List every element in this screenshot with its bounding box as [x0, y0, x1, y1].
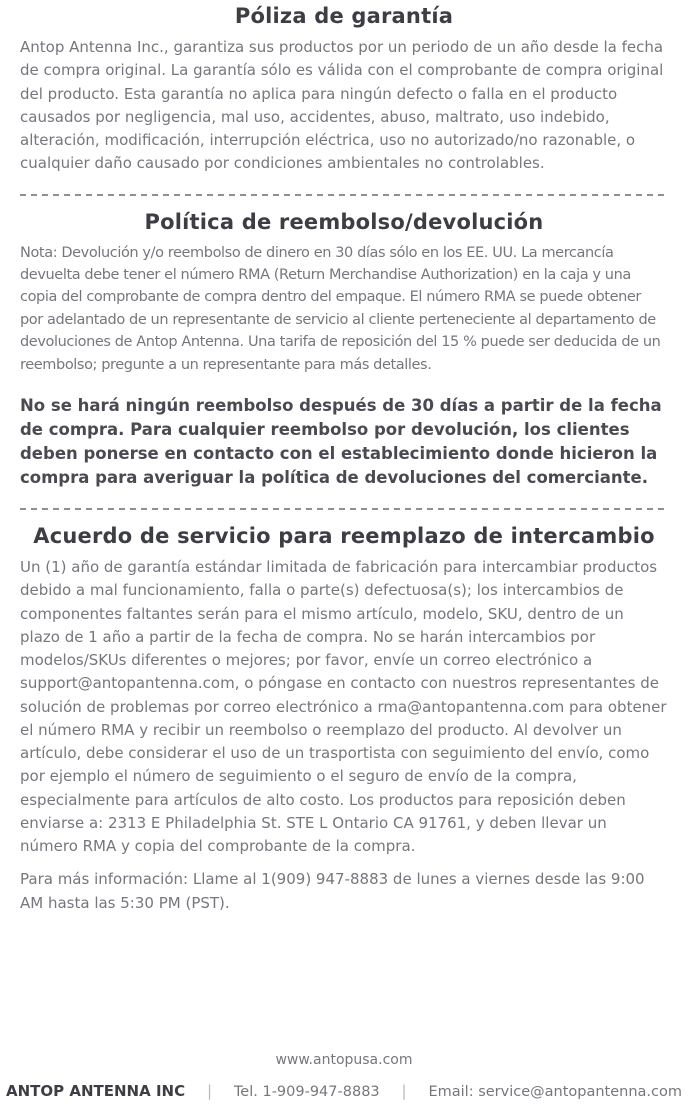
- exchange-section-title: Acuerdo de servicio para reemplazo de intercambio: [33, 524, 655, 548]
- exchange-paragraph: Un (1) año de garantía estándar limitada de fabricación para intercambiar productos debido a mal funcionamiento, falla o parte(s) defectuosa(s); los intercambios de componentes faltantes serán para el mismo artículo, modelo, SKU, dentro de un plazo de 1 año a partir de la fecha de compra. No se harán intercambios por modelos/SKUs diferentes o mejores; por favor, envíe un correo electrónico a support@antopantenna.com, o póngase en contacto con nuestros representantes de solución de problemas por correo electrónico a rma@antopantenna.com para obtener el número RMA y recibir un reembolso o reemplazo del producto. Al devolver un artículo, debe considerar el uso de un trasportista con seguimiento del envío, como por ejemplo el número de seguimiento o el seguro de envío de la compra, especialmente para artículos de alto costo. Los productos para reposición deben enviarse a: 2313 E Philadelphia St. STE L Ontario CA 91761, y deben llevar un número RMA y copia del comprobante de la compra.: [20, 558, 667, 855]
- refund-section-title: Política de reembolso/devolución: [144, 209, 544, 234]
- refund-bold-notice: No se hará ningún reembolso después de 30 días a partir de la fecha de compra. Para cualquier reembolso por devolución, los clientes deben ponerse en contacto con el establecimiento donde hicieron la compra para averiguar la política de devoluciones del comerciante.: [20, 396, 662, 488]
- website-text: www.antopusa.com: [275, 1052, 413, 1068]
- warranty-paragraph: Antop Antenna Inc., garantiza sus productos por un periodo de un año desde la fecha de compra original. La garantía sólo es válida con el comprobante de compra original del producto. Esta garantía no aplica para ningún defecto o falla en el producto causados por negligencia, mal uso, accidentes, abuso, maltrato, uso indebido, alteración, modificación, interrupción eléctrica, uso no autorizado/no razonable, o cualquier daño causado por condiciones ambientales no controlables.: [20, 38, 664, 173]
- footer-separator: |: [401, 1082, 407, 1100]
- dashed-divider: [20, 194, 668, 196]
- flex-spacer: [20, 925, 668, 1052]
- footer-telephone: Tel. 1-909-947-8883: [233, 1084, 380, 1100]
- footer-email: Email: service@antopantenna.com: [428, 1084, 682, 1100]
- footer-separator: |: [206, 1082, 213, 1100]
- more-info-paragraph: Para más información: Llame al 1(909) 947-8883 de lunes a viernes desde las 9:00 AM hasta las 5:30 PM (PST).: [20, 870, 645, 912]
- footer-contact-bar: [6, 1082, 682, 1100]
- footer-company-name: ANTOP ANTENNA INC: [6, 1082, 186, 1100]
- dashed-divider: [20, 508, 668, 510]
- warranty-section-title: Póliza de garantía: [234, 4, 454, 28]
- refund-note-paragraph: Nota: Devolución y/o reembolso de dinero en 30 días sólo en los EE. UU. La mercancía devuelta debe tener el número RMA (Return Merchandise Authorization) en la caja y una copia del comprobante de compra dentro del empaque. El número RMA se puede obtener por adelantado de un representante de servicio al cliente perteneciente al departamento de devoluciones de Antop Antenna. Una tarifa de reposición del 15 % puede ser deducida de un reembolso; pregunte a un representante para más detalles.: [20, 244, 661, 373]
